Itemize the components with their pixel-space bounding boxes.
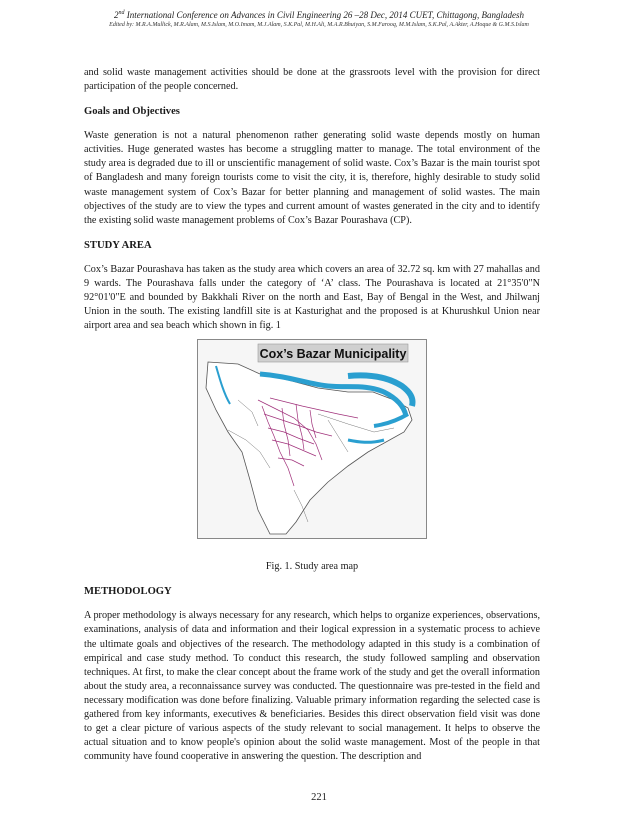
page-body xyxy=(84,66,540,764)
conference-title: 2nd International Conference on Advances in Civil Engineering 26 –28 Dec, 2014 CUET, Chittagong, Bangladesh xyxy=(113,10,525,20)
methodology-heading: METHODOLOGY xyxy=(84,586,172,598)
intro-paragraph-end: and solid waste management activities should be done at the grassroots level with the provision for direct participation of the people concerned. xyxy=(84,67,540,93)
goals-heading: Goals and Objectives xyxy=(84,106,180,118)
goals-paragraph: Waste generation is not a natural phenomenon rather generating solid waste depends mostly on human activities. Huge generated wastes has become a struggling matter to manage. The total environment of the study area is degraded due to ill or unscientific management of solid waste. Cox’s Bazar is the main tourist spot of Bangladesh and many foreign tourists come to visit the city, it is, therefore, highly desirable to study solid waste management system of Cox’s Bazar for better planning and management of solid wastes. The main objectives of the study are to view the types and current amount of wastes generated in the city and to identify the existing solid waste management problems of Cox’s Bazar Pourashava (CP). xyxy=(84,130,540,226)
page-number: 221 xyxy=(311,792,327,803)
map-illustration xyxy=(198,340,426,538)
study-area-heading: STUDY AREA xyxy=(84,239,152,251)
map-title: Cox’s Bazar Municipality xyxy=(259,347,407,362)
conference-header xyxy=(0,10,638,28)
figure-caption: Fig. 1. Study area map xyxy=(265,561,359,573)
methodology-paragraph: A proper methodology is always necessary for any research, which helps to organize experiences, observations, examinations, analysis of data and information and their logical expression in a systematic process to achieve the ultimate goals and objectives of the research. The methodology adapted in this study is a combination of empirical and case study method. To conduct this research, the study followed sampling and observation techniques. At first, to make the clear concept about the frame work of the study and get the overall information about the study area, a reconnaissance survey was conducted. The questionnaire was pre-tested in the field and necessary modification was done before finalizing. Valuable primary information regarding the selected case is gathered from key informants, executives & beneficiaries. Besides this direct observation field visit was done to get a clear picture of various aspects of the study relevant to social management. It helps to observe the actual situation and to know people's opinion about the solid waste management. Most of the people in that community have found cooperative in answering the question. The description and xyxy=(84,610,540,763)
study-area-paragraph: Cox’s Bazar Pourashava has taken as the study area which covers an area of 32.72 sq. km with 27 mahallas and 9 wards. The Pourashava falls under the category of ‘A’ class. The Pourashava is located at 21°35'0"N 92°01'0"E and bounded by Bakkhali River on the north and East, Bay of Bengal in the West, and Jhilwanj Union in the south. The existing landfill site is at Kasturighat and the proposed is at Khurushkul Union near airport area and sea beach which shown in fig. 1 xyxy=(84,263,540,332)
editors-line: Edited by: M.R.A.Mullick, M.R.Alam, M.S.Islam, M.O.Imam, M.J.Alam, S.K.Pal, M.H.Ali, M.A.R.Bhuiyan, S.M.Farooq, M.M.Islam, S.K.Pal, A.Akter, A.Hoque & G.M.S.Islam xyxy=(109,22,529,28)
study-area-map xyxy=(197,339,427,539)
